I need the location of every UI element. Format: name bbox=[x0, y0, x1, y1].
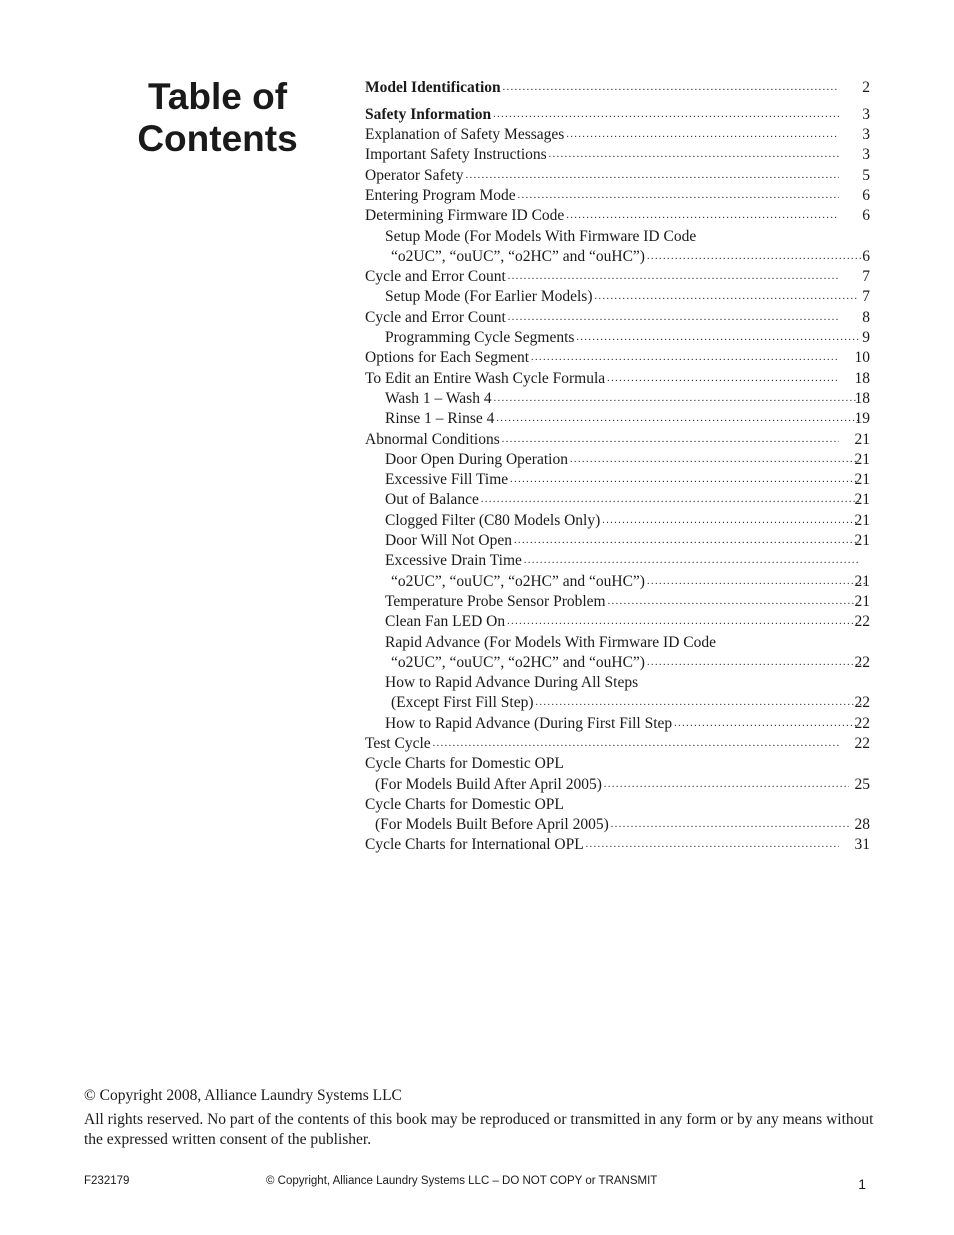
toc-entry[interactable] bbox=[365, 287, 872, 307]
toc-entry-text: To Edit an Entire Wash Cycle Formula . . . bbox=[365, 369, 839, 389]
toc-entry[interactable] bbox=[365, 409, 872, 429]
toc-entry[interactable] bbox=[365, 328, 872, 348]
toc-page-number: 21 bbox=[854, 572, 870, 590]
toc-entry-text: (For Models Built Before April 2005) . . . bbox=[365, 815, 849, 835]
toc-page-number: 21 bbox=[854, 430, 870, 448]
toc-page-number: 21 bbox=[854, 511, 870, 529]
toc-entry-text: Options for Each Segment . . . bbox=[365, 348, 839, 368]
toc-entry[interactable] bbox=[365, 267, 872, 287]
toc-page-number: 22 bbox=[854, 735, 870, 752]
toc-page-number: 21 bbox=[854, 592, 870, 610]
rights-statement: All rights reserved. No part of the contents of this book may be reproduced or transmitted in any form or by any means without the expressed written consent of the publisher. bbox=[84, 1111, 874, 1148]
toc-entry-text: Model Identification . . . bbox=[365, 78, 839, 98]
toc-page-number: 10 bbox=[854, 349, 870, 367]
toc-entry[interactable] bbox=[365, 531, 872, 551]
toc-entry-text: “o2UC”, “ouUC”, “o2HC” and “ouHC”) . . . bbox=[365, 653, 865, 673]
page-title-line-1: Table of bbox=[147, 76, 288, 117]
toc-entry[interactable] bbox=[365, 369, 872, 389]
toc-entry-text: Out of Balance . . . bbox=[365, 490, 859, 510]
page-title-line-2: Contents bbox=[137, 118, 298, 159]
toc-page-number: 3 bbox=[862, 146, 870, 164]
toc-entry[interactable] bbox=[365, 734, 872, 754]
toc-entry[interactable] bbox=[365, 592, 872, 612]
toc-page-number: 18 bbox=[854, 369, 870, 387]
toc-page-number: 5 bbox=[862, 166, 870, 184]
toc-entry[interactable] bbox=[365, 450, 872, 470]
toc-page-number: 7 bbox=[862, 288, 870, 306]
toc-entry[interactable] bbox=[365, 754, 872, 795]
toc-entry-text: Safety Information . . . bbox=[365, 105, 839, 125]
toc-entry-text: Excessive Fill Time . . . bbox=[365, 470, 859, 490]
toc-entry[interactable] bbox=[365, 470, 872, 490]
copyright-block bbox=[84, 1086, 874, 1150]
toc-entry-text: (For Models Build After April 2005) . . . bbox=[365, 775, 849, 795]
toc-entry[interactable] bbox=[365, 835, 872, 855]
toc-page-number: 21 bbox=[854, 471, 870, 489]
toc-entry-text: Temperature Probe Sensor Problem . . . bbox=[365, 592, 859, 612]
page-title bbox=[110, 76, 325, 160]
toc-entry-text: Excessive Drain Time . . . bbox=[365, 551, 859, 571]
toc-entry[interactable] bbox=[365, 612, 872, 632]
toc-page-number: 22 bbox=[854, 613, 870, 631]
toc-entry-text: “o2UC”, “ouUC”, “o2HC” and “ouHC”) . . . bbox=[365, 572, 865, 592]
toc-entry-text: How to Rapid Advance During All Steps bbox=[385, 674, 639, 692]
toc-entry-text: Determining Firmware ID Code . . . bbox=[365, 206, 839, 226]
toc-page-number: 6 bbox=[862, 247, 870, 265]
toc-entry[interactable] bbox=[365, 125, 872, 145]
toc-entry[interactable] bbox=[365, 795, 872, 836]
toc-entry-text: Setup Mode (For Models With Firmware ID Code bbox=[385, 227, 697, 245]
toc-entry-text: “o2UC”, “ouUC”, “o2HC” and “ouHC”) . . . bbox=[365, 247, 865, 267]
toc-entry-text: Operator Safety . . . bbox=[365, 166, 839, 186]
toc-entry[interactable] bbox=[365, 430, 872, 450]
toc-entry-text: Wash 1 – Wash 4 . . . bbox=[365, 389, 859, 409]
toc-entry[interactable] bbox=[365, 551, 872, 592]
toc-entry-text: Cycle and Error Count . . . bbox=[365, 267, 839, 287]
toc-entry[interactable] bbox=[365, 308, 872, 328]
toc-page-number: 22 bbox=[854, 714, 870, 732]
toc-entry-text: Setup Mode (For Earlier Models) . . . bbox=[365, 287, 859, 307]
toc-page-number: 3 bbox=[862, 105, 870, 123]
toc-entry[interactable] bbox=[365, 166, 872, 186]
toc-page-number: 6 bbox=[862, 207, 870, 225]
toc-entry-text: Explanation of Safety Messages . . . bbox=[365, 125, 839, 145]
toc-entry-text: (Except First Fill Step) . . . bbox=[365, 693, 865, 713]
page-number: 1 bbox=[858, 1176, 866, 1192]
toc-entry-text: Clean Fan LED On . . . bbox=[365, 612, 859, 632]
toc-page-number: 18 bbox=[854, 389, 870, 407]
toc-entry-text: Cycle and Error Count . . . bbox=[365, 308, 839, 328]
toc-page-number: 25 bbox=[854, 775, 870, 793]
toc-entry-text: Rapid Advance (For Models With Firmware ID Code bbox=[385, 633, 716, 651]
toc-entry[interactable] bbox=[365, 673, 872, 714]
toc-entry[interactable] bbox=[365, 633, 872, 674]
toc-page-number: 31 bbox=[854, 836, 870, 854]
toc-page-number: 6 bbox=[862, 186, 870, 204]
toc-page-number: 21 bbox=[854, 532, 870, 550]
toc-page-number: 8 bbox=[862, 308, 870, 326]
toc-entry[interactable] bbox=[365, 186, 872, 206]
toc-entry[interactable] bbox=[365, 389, 872, 409]
toc-entry-text: Cycle Charts for International OPL . . . bbox=[365, 835, 839, 855]
toc-entry[interactable] bbox=[365, 511, 872, 531]
toc-entry-text: Important Safety Instructions . . . bbox=[365, 145, 839, 165]
toc-entry[interactable] bbox=[365, 714, 872, 734]
toc-page-number: 21 bbox=[854, 491, 870, 509]
copyright-line: © Copyright 2008, Alliance Laundry Systems LLC bbox=[84, 1087, 402, 1104]
toc-page-number: 21 bbox=[854, 450, 870, 468]
toc-page-number: 3 bbox=[862, 126, 870, 144]
table-of-contents bbox=[365, 78, 872, 856]
toc-entry[interactable] bbox=[365, 206, 872, 226]
toc-entry[interactable] bbox=[365, 145, 872, 165]
page-footer bbox=[84, 1173, 870, 1193]
toc-page-number: 9 bbox=[862, 329, 870, 347]
toc-entry-text: Entering Program Mode . . . bbox=[365, 186, 839, 206]
toc-page-number: 7 bbox=[862, 268, 870, 286]
toc-entry[interactable] bbox=[365, 490, 872, 510]
toc-entry[interactable] bbox=[365, 227, 872, 268]
toc-entry-text: Rinse 1 – Rinse 4 . . . bbox=[365, 409, 859, 429]
toc-page-number: 22 bbox=[854, 694, 870, 712]
toc-entry-text: How to Rapid Advance (During First Fill Step . . . bbox=[365, 714, 859, 734]
toc-page-number: 2 bbox=[862, 79, 870, 96]
toc-entry-text: Abnormal Conditions . . . bbox=[365, 430, 839, 450]
toc-entry-text: Clogged Filter (C80 Models Only) . . . bbox=[365, 511, 859, 531]
toc-entry-text: Cycle Charts for Domestic OPL bbox=[365, 755, 564, 773]
toc-entry-text: Door Will Not Open . . . bbox=[365, 531, 859, 551]
toc-entry-text: Door Open During Operation . . . bbox=[365, 450, 859, 470]
toc-page-number: 28 bbox=[854, 816, 870, 834]
toc-entry[interactable] bbox=[365, 348, 872, 368]
toc-page-number: 22 bbox=[854, 653, 870, 671]
toc-page-number: 19 bbox=[854, 410, 870, 428]
toc-entry-text: Test Cycle . . . bbox=[365, 734, 839, 754]
toc-entry[interactable] bbox=[365, 105, 872, 125]
footer-copyright-notice: © Copyright, Alliance Laundry Systems LLC – DO NOT COPY or TRANSMIT bbox=[266, 1175, 658, 1187]
toc-entry[interactable] bbox=[365, 78, 872, 98]
toc-entry-text: Cycle Charts for Domestic OPL bbox=[365, 795, 564, 813]
toc-entry-text: Programming Cycle Segments . . . bbox=[365, 328, 859, 348]
document-code: F232179 bbox=[84, 1175, 130, 1187]
